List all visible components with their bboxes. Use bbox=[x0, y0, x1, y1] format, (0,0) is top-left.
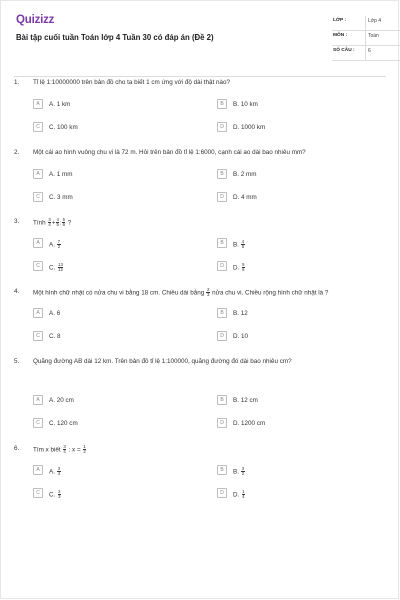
fraction: $\frac{1}{2}$ bbox=[83, 444, 86, 455]
fraction: $\frac{5}{6}$ bbox=[242, 261, 245, 272]
option-text: D. $\frac{5}{6}$ bbox=[233, 261, 245, 272]
plus-sign: + bbox=[51, 219, 56, 227]
option-text: D. 1200 cm bbox=[233, 419, 266, 427]
option-letter-badge: B bbox=[217, 99, 227, 109]
option-letter-badge: D bbox=[217, 122, 227, 132]
option-text: A. $\frac{3}{4}$ bbox=[49, 465, 61, 476]
option-text: A. 6 bbox=[49, 309, 61, 317]
question-number: 4. bbox=[14, 288, 20, 295]
option-text: A. 1 km bbox=[49, 100, 71, 108]
option-letter-badge: D bbox=[217, 261, 227, 271]
meta-value-class: Lớp 4 bbox=[368, 18, 382, 24]
option-text: C. $\frac{13}{12}$ bbox=[49, 261, 63, 272]
option-letter-badge: D bbox=[217, 418, 227, 428]
fraction: $\frac{5}{6}$ bbox=[62, 217, 65, 228]
option-text: C. 120 cm bbox=[49, 419, 78, 427]
question-text: Quãng đường AB dài 12 km. Trên bản đồ tỉ lệ 1:100000, quãng đường đó dài bao nhiêu cm? bbox=[33, 358, 292, 365]
option-letter-badge: A bbox=[33, 308, 43, 318]
option-letter-badge: A bbox=[33, 395, 43, 405]
question-text-mid: : x = bbox=[68, 446, 81, 454]
quizizz-logo: Quizizz bbox=[16, 14, 55, 26]
option-text: D. 10 bbox=[233, 332, 249, 340]
meta-label-count: SỐ CÂU : bbox=[333, 48, 355, 53]
option-letter-badge: B bbox=[217, 308, 227, 318]
question-text-suffix: nửa chu vi. Chiều rộng hình chữ nhật là ? bbox=[212, 289, 329, 297]
question-text: Một cái ao hình vuông chu vi là 72 m. Hỏi trên bản đồ tỉ lệ 1:6000, cạnh cái ao dài bao nhiêu mm? bbox=[33, 149, 306, 156]
question-text-prefix: Tính bbox=[33, 219, 46, 227]
option-letter-badge: B bbox=[217, 169, 227, 179]
option-text: C. 3 mm bbox=[49, 193, 73, 201]
option-letter-badge: C bbox=[33, 418, 43, 428]
meta-row-count bbox=[332, 46, 400, 61]
option-letter-badge: A bbox=[33, 465, 43, 475]
question-text-prefix: Tìm x biết bbox=[33, 446, 61, 454]
question-mark: ? bbox=[67, 219, 72, 227]
option-text: C. 8 bbox=[49, 332, 61, 340]
divide-sign: : bbox=[59, 219, 62, 227]
meta-label-class: LỚP : bbox=[333, 18, 347, 23]
option-text: B. $\frac{4}{5}$ bbox=[233, 238, 245, 249]
option-letter-badge: A bbox=[33, 99, 43, 109]
fraction: $\frac{1}{4}$ bbox=[242, 488, 245, 499]
option-text: B. 12 cm bbox=[233, 396, 258, 404]
worksheet-meta-table bbox=[332, 16, 400, 61]
meta-row-subject bbox=[332, 31, 400, 46]
worksheet-header bbox=[14, 12, 386, 68]
question-text bbox=[33, 445, 87, 455]
option-text: A. 1 mm bbox=[49, 170, 73, 178]
option-letter-badge: B bbox=[217, 238, 227, 248]
meta-label-subject: MÔN : bbox=[333, 33, 348, 38]
question-number: 2. bbox=[14, 149, 20, 156]
question-text-prefix: Một hình chữ nhật có nửa chu vi bằng 18 cm. Chiều dài bằng bbox=[33, 289, 205, 297]
option-text: B. 2 mm bbox=[233, 170, 257, 178]
option-letter-badge: A bbox=[33, 238, 43, 248]
question-text bbox=[33, 218, 71, 228]
meta-row-class bbox=[332, 16, 400, 31]
question-text: Tỉ lệ 1:10000000 trên bản đồ cho ta biết 1 cm ứng với độ dài thật nào? bbox=[33, 79, 231, 86]
fraction: $\frac{3}{4}$ bbox=[48, 217, 51, 228]
option-letter-badge: B bbox=[217, 465, 227, 475]
question-number: 6. bbox=[14, 445, 20, 452]
option-text: C. $\frac{2}{3}$ bbox=[49, 488, 61, 499]
option-text: B. 12 bbox=[233, 309, 248, 317]
question-text bbox=[33, 288, 328, 298]
option-letter-badge: D bbox=[217, 192, 227, 202]
fraction: $\frac{2}{3}$ bbox=[58, 488, 61, 499]
header-divider bbox=[14, 76, 386, 77]
option-text: A. $\frac{7}{2}$ bbox=[49, 238, 61, 249]
fraction: $\frac{13}{12}$ bbox=[58, 261, 63, 272]
option-text: D. $\frac{1}{4}$ bbox=[233, 488, 245, 499]
question-number: 5. bbox=[14, 358, 20, 365]
fraction: $\frac{4}{5}$ bbox=[56, 217, 59, 228]
option-text: B. 10 km bbox=[233, 100, 258, 108]
fraction: $\frac{3}{2}$ bbox=[241, 465, 245, 476]
option-letter-badge: C bbox=[33, 331, 43, 341]
fraction: $\frac{4}{5}$ bbox=[241, 238, 245, 249]
option-letter-badge: D bbox=[217, 488, 227, 498]
option-letter-badge: C bbox=[33, 261, 43, 271]
option-text: A. 20 cm bbox=[49, 396, 74, 404]
option-letter-badge: B bbox=[217, 395, 227, 405]
option-text: D. 1000 km bbox=[233, 123, 266, 131]
fraction: $\frac{2}{3}$ bbox=[206, 287, 210, 298]
worksheet-title: Bài tập cuối tuần Toán lớp 4 Tuần 30 có đáp án (Đề 2) bbox=[16, 33, 214, 42]
option-letter-badge: C bbox=[33, 192, 43, 202]
fraction: $\frac{7}{2}$ bbox=[57, 238, 61, 249]
fraction: $\frac{3}{4}$ bbox=[57, 465, 61, 476]
option-letter-badge: C bbox=[33, 488, 43, 498]
option-letter-badge: D bbox=[217, 331, 227, 341]
meta-value-count: 6 bbox=[368, 48, 371, 54]
option-text: B. $\frac{3}{2}$ bbox=[233, 465, 245, 476]
option-text: D. 4 mm bbox=[233, 193, 257, 201]
option-letter-badge: C bbox=[33, 122, 43, 132]
option-text: C. 100 km bbox=[49, 123, 78, 131]
question-number: 3. bbox=[14, 218, 20, 225]
fraction: $\frac{3}{4}$ bbox=[63, 444, 66, 455]
option-letter-badge: A bbox=[33, 169, 43, 179]
meta-value-subject: Toán bbox=[368, 33, 379, 39]
question-number: 1. bbox=[14, 79, 20, 86]
